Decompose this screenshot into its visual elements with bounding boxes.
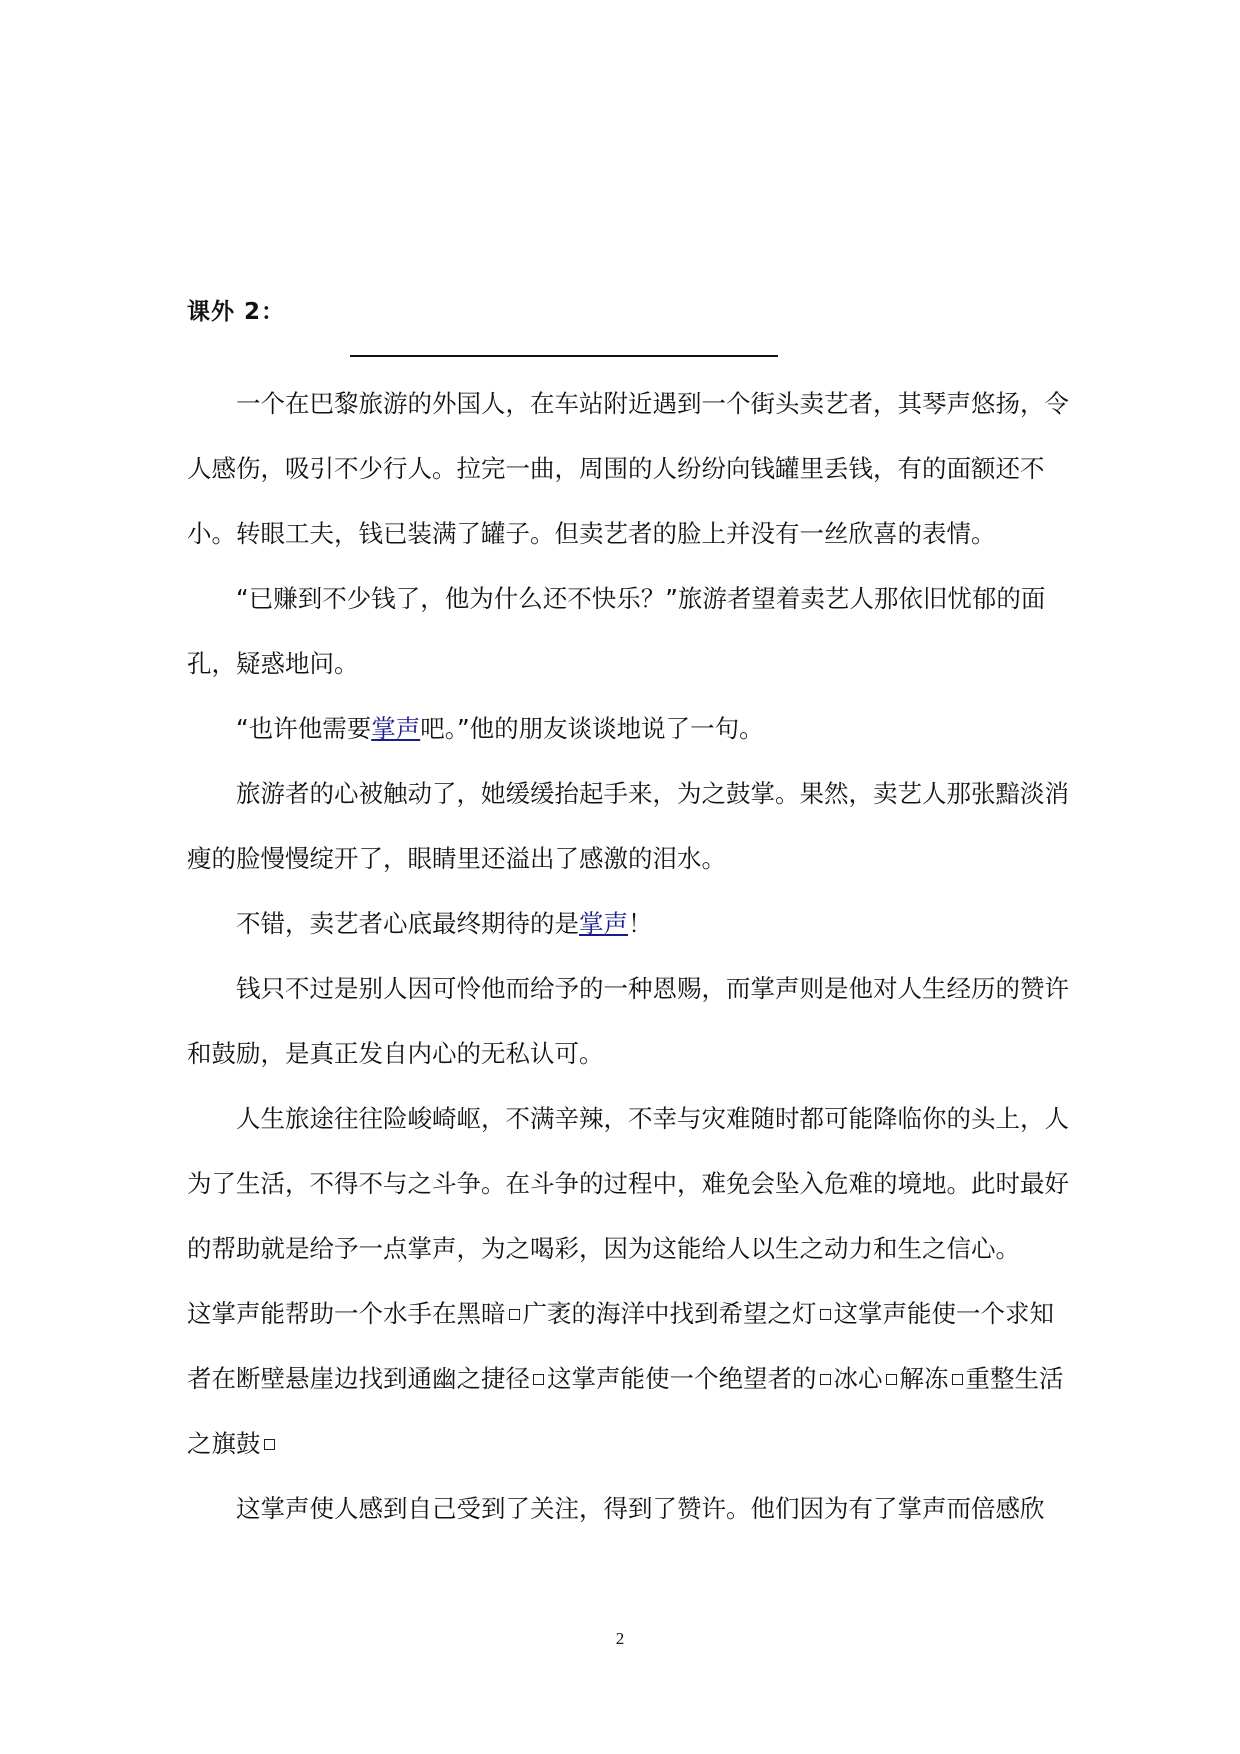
paragraph-5 (187, 891, 1077, 956)
page-number: 2 (615, 1629, 625, 1648)
paragraph-2: “已赚到不少钱了，他为什么还不快乐？”旅游者望着卖艺人那依旧忧郁的面孔，疑惑地问。 (187, 584, 1046, 678)
title-blank-line (350, 355, 778, 357)
paragraph-8-seg-3: 这掌声能使一个求知者在断壁悬崖边找到通幽之捷径 (187, 1299, 1054, 1393)
section-heading: 课外 2： (187, 299, 286, 325)
paragraph-5-text-a: 不错，卖艺者心底最终期待的是 (236, 909, 579, 938)
applause-link-2[interactable]: 掌声 (579, 909, 628, 938)
missing-glyph-box-icon (264, 1439, 275, 1450)
paragraph-3-text-a: “也许他需要 (236, 714, 372, 743)
applause-link[interactable]: 掌声 (371, 714, 421, 743)
paragraph-8-seg-5: 冰心 (833, 1364, 883, 1393)
missing-glyph-box-icon (952, 1374, 963, 1385)
missing-glyph-box-icon (820, 1374, 831, 1385)
paragraph-4: 旅游者的心被触动了，她缓缓抬起手来，为之鼓掌。果然，卖艺人那张黯淡消瘦的脸慢慢绽开了，眼睛里还溢出了感激的泪水。 (187, 779, 1069, 873)
paragraph-8-seg-1: 这掌声能帮助一个水手在黑暗 (187, 1299, 506, 1328)
paragraph-1: 一个在巴黎旅游的外国人，在车站附近遇到一个街头卖艺者，其琴声悠扬，令人感伤，吸引不少行人。拉完一曲，周围的人纷纷向钱罐里丢钱，有的面额还不小。转眼工夫，钱已装满了罐子。但卖艺者的脸上并没有一丝欣喜的表情。 (187, 389, 1069, 548)
paragraph-9: 这掌声使人感到自己受到了关注，得到了赞许。他们因为有了掌声而倍感欣 (236, 1494, 1045, 1523)
paragraph-5-text-b: ！ (628, 909, 653, 938)
missing-glyph-box-icon (886, 1374, 897, 1385)
paragraph-8-seg-2: 广袤的海洋中找到希望之灯 (522, 1299, 817, 1328)
missing-glyph-box-icon (820, 1309, 831, 1320)
body-text (187, 371, 1077, 1541)
paragraph-3-text-b: 吧。”他的朋友谈谈地说了一句。 (420, 714, 764, 743)
paragraph-7: 人生旅途往往险峻崎岖，不满辛辣，不幸与灾难随时都可能降临你的头上，人为了生活，不得不与之斗争。在斗争的过程中，难免会坠入危难的境地。此时最好的帮助就是给予一点掌声，为之喝彩，因为这能给人以生之动力和生之信心。 (187, 1104, 1069, 1263)
paragraph-8-seg-6: 解冻 (899, 1364, 949, 1393)
paragraph-8-seg-4: 这掌声能使一个绝望者的 (547, 1364, 817, 1393)
missing-glyph-box-icon (533, 1374, 544, 1385)
paragraph-6: 钱只不过是别人因可怜他而给予的一种恩赐，而掌声则是他对人生经历的赞许和鼓励，是真正发自内心的无私认可。 (187, 974, 1069, 1068)
missing-glyph-box-icon (509, 1309, 520, 1320)
paragraph-3 (187, 696, 1077, 761)
paragraph-8-seg-7: 重整生活之旗鼓 (187, 1364, 1064, 1458)
paragraph-8 (187, 1281, 1077, 1476)
